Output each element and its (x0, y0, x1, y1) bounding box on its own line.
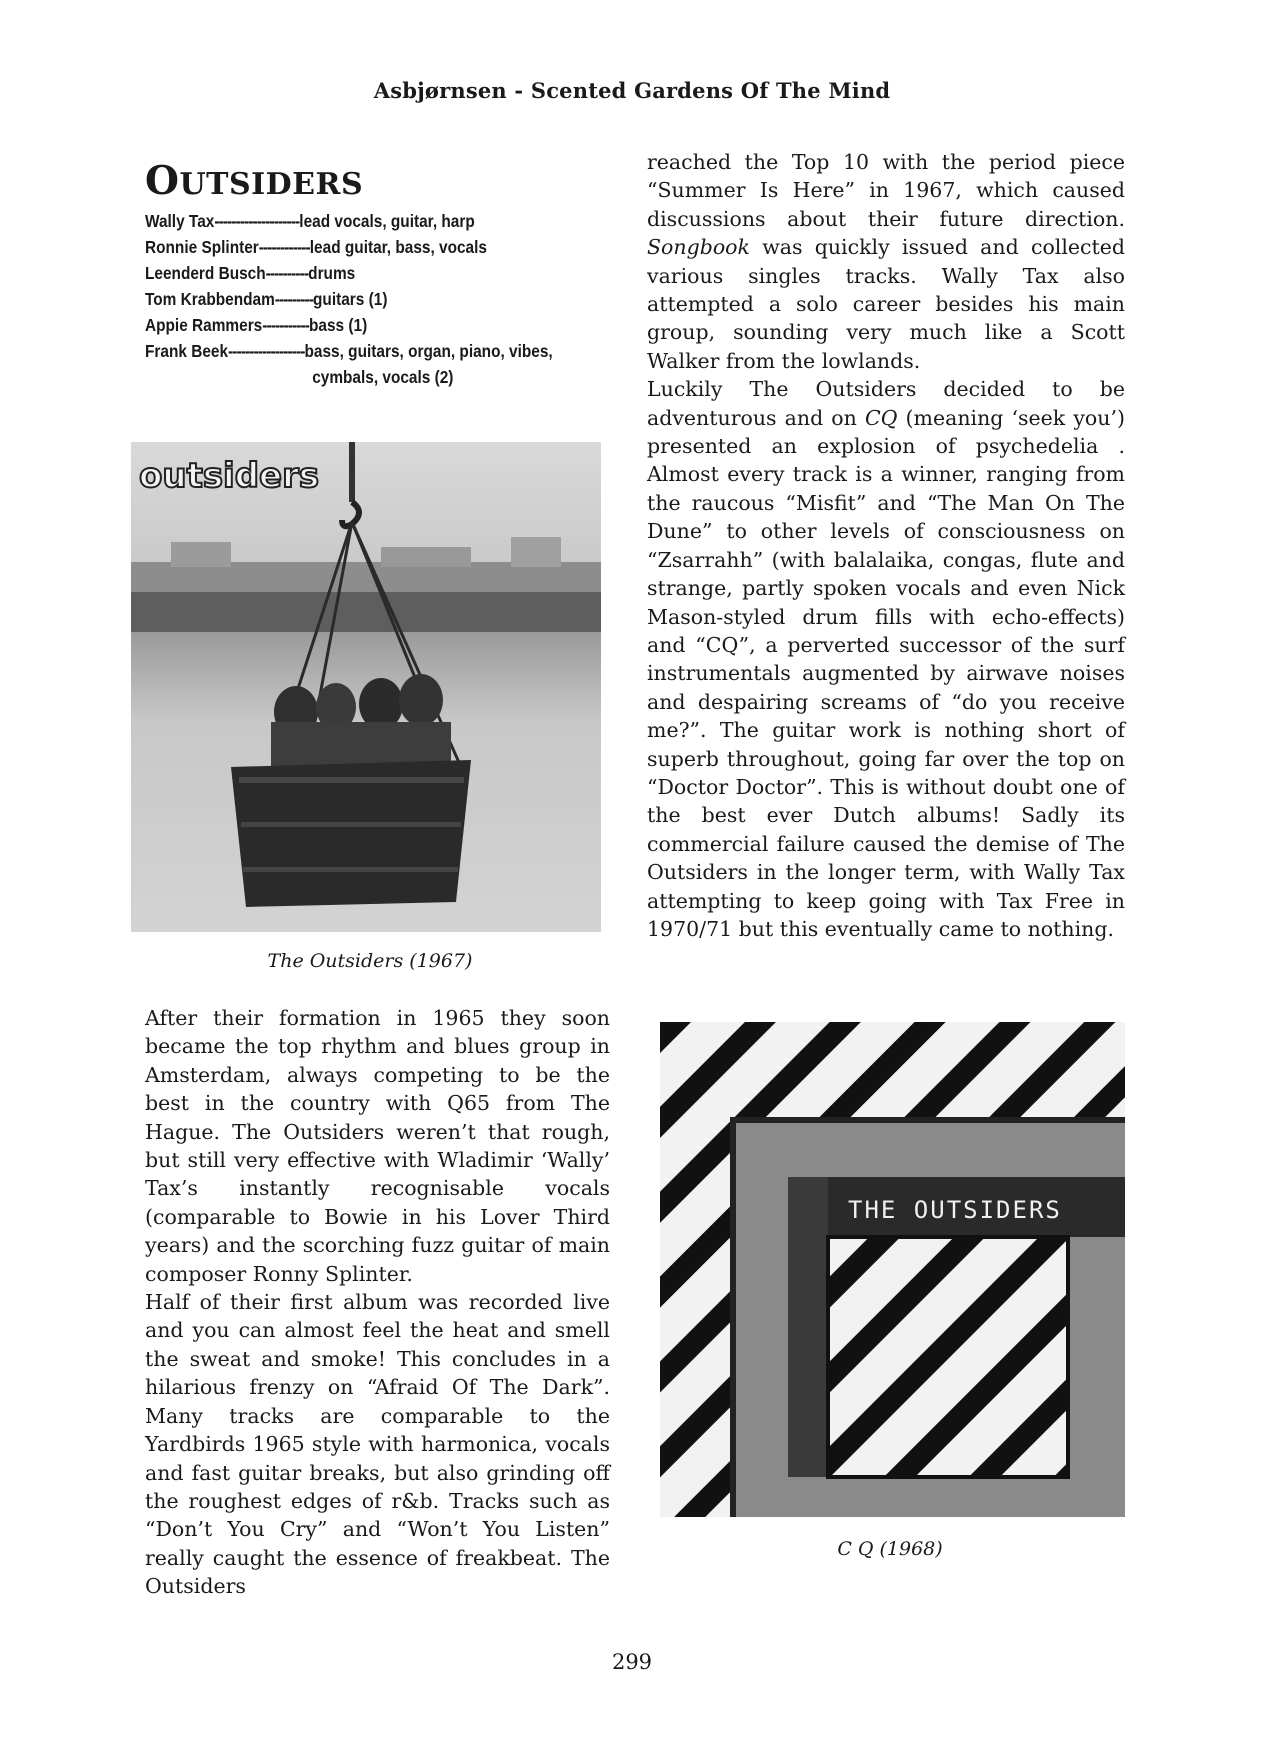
lineup-row: Wally Tax -------------------- lead vocals, guitar, harp (145, 211, 475, 231)
album-title-cq: CQ (864, 405, 898, 430)
lineup-row: Leenderd Busch ---------- drums (145, 263, 356, 283)
band-title: OUTSIDERS (145, 158, 364, 204)
lineup-section (145, 150, 610, 390)
paragraph: Luckily The Outsiders decided to be adventurous and on CQ (meaning ‘seek you’) presented an explosion of psychedelia . Almost every track is a winner, ranging from the raucous “Misfit” and “The Man On The Dune” to other levels of consciousness on “Zsarrahh” (with balalaika, congas, flute and strange, partly spoken vocals and even Nick Mason-styled drum fills with echo-effects) and “CQ”, a perverted successor of the surf instrumentals augmented by airwave noises and despairing screams of “do you receive me?”. The guitar work is nothing short of superb throughout, going far over the top on “Doctor Doctor”. This is without doubt one of the best ever Dutch albums! Sadly its commercial failure caused the demise of The Outsiders in the longer term, with Wally Tax attempting to keep going with Tax Free in 1970/71 but this eventually came to nothing. (647, 377, 1125, 941)
left-article-text (145, 1004, 610, 1601)
running-header: Asbjørnsen - Scented Gardens Of The Mind (373, 78, 891, 103)
lineup-list (145, 208, 603, 390)
album-title-songbook: Songbook (647, 235, 750, 260)
paragraph: reached the Top 10 with the period piece “Summer Is Here” in 1967, which caused discussions about their future direction. Songbook was quickly issued and collected various singles tracks. Wally Tax also attempted a solo career besides his main group, sounding very much like a Scott Walker from the lowlands. (647, 150, 1125, 373)
cover-label: THE OUTSIDERS (848, 1196, 1062, 1224)
lineup-row: Appie Rammers ----------- bass (1) (145, 315, 368, 335)
right-article-text (647, 148, 1125, 943)
cover-caption: C Q (1968) (837, 1538, 943, 1560)
lineup-row: Tom Krabbendam --------- guitars (1) (145, 289, 388, 309)
page-number: 299 (611, 1650, 653, 1674)
album-cover (660, 1022, 1125, 1517)
lineup-row: Frank Beek ------------------ bass, guitars, organ, piano, vibes, (145, 341, 553, 361)
band-photo (131, 442, 601, 932)
lineup-row: Ronnie Splinter ------------ lead guitar, bass, vocals (145, 237, 487, 257)
album-cover-art (660, 1022, 1125, 1517)
band-photo-illustration (131, 442, 601, 932)
paragraph: Half of their first album was recorded live and you can almost feel the heat and smell the sweat and smoke! This concludes in a hilarious frenzy on “Afraid Of The Dark”. Many tracks are comparable to the Yardbirds 1965 style with harmonica, vocals and fast guitar breaks, but also grinding off the roughest edges of r&b. Tracks such as “Don’t You Cry” and “Won’t You Listen” really caught the essence of freakbeat. The Outsiders (145, 1290, 610, 1599)
photo-caption: The Outsiders (1967) (267, 950, 473, 972)
paragraph: After their formation in 1965 they soon became the top rhythm and blues group in Amsterdam, always competing to be the best in the country with Q65 from The Hague. The Outsiders weren’t that rough, but still very effective with Wladimir ‘Wally’ Tax’s instantly recognisable vocals (comparable to Bowie in his Lover Third years) and the scorching fuzz guitar of main composer Ronny Splinter. (145, 1006, 610, 1286)
photo-logo: outsiders (139, 456, 320, 496)
lineup-row-continuation: cymbals, vocals (2) (312, 367, 454, 387)
